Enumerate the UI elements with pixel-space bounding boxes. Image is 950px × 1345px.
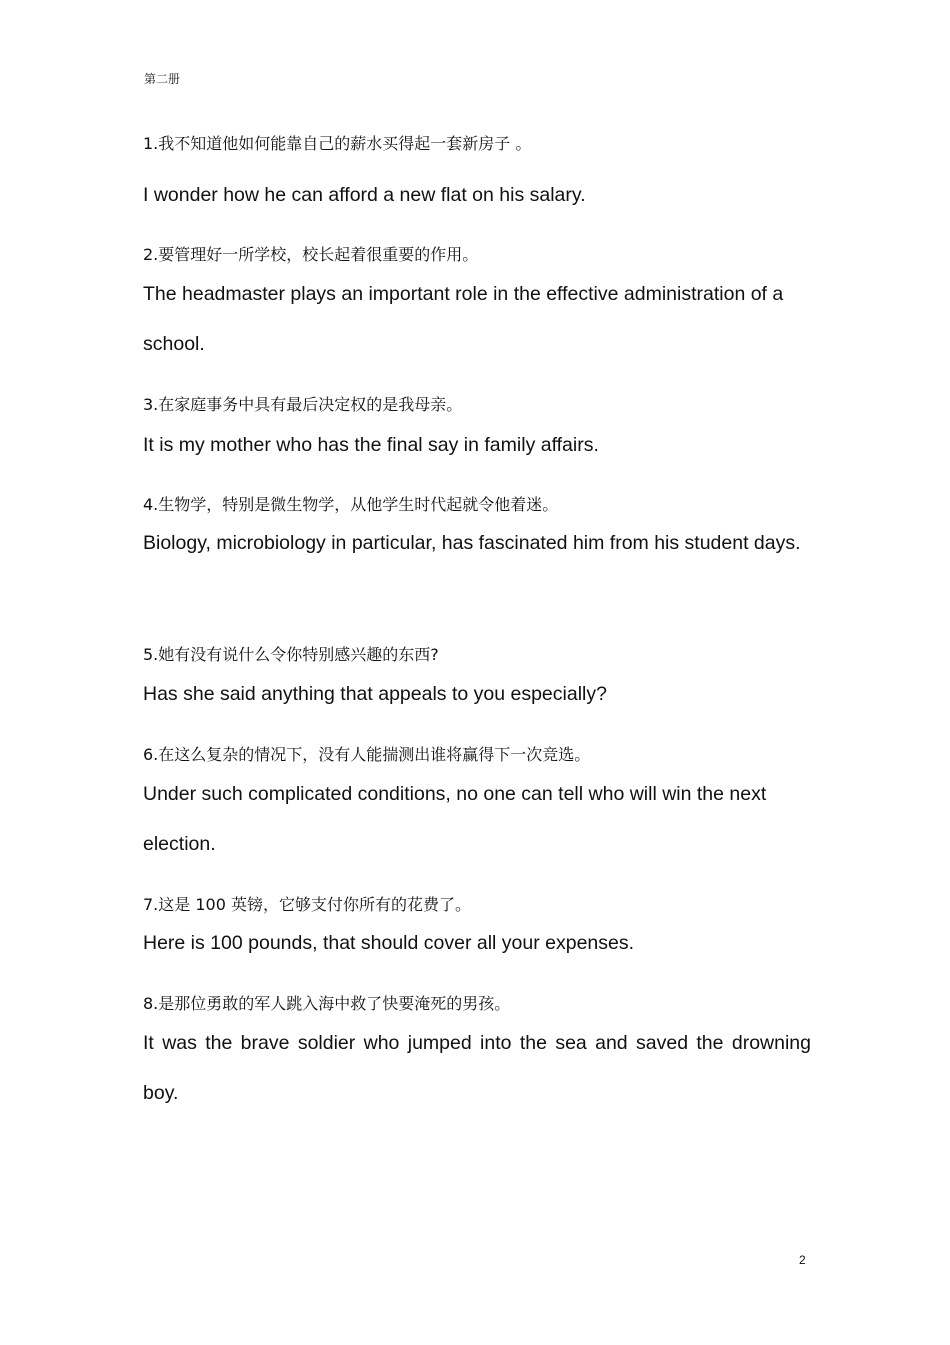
chinese-sentence-1: 1.我不知道他如何能靠自己的薪水买得起一套新房子 。 bbox=[143, 134, 532, 153]
book-volume-header: 第二册 bbox=[144, 72, 181, 86]
english-translation-3: It is my mother who has the final say in family affairs. bbox=[143, 434, 599, 456]
english-translation-7: Here is 100 pounds, that should cover all your expenses. bbox=[143, 932, 635, 954]
english-translation-1: I wonder how he can afford a new flat on his salary. bbox=[143, 184, 586, 206]
english-translation-8: It was the brave soldier who jumped into the sea and saved the drowning boy. bbox=[143, 1032, 811, 1104]
chinese-sentence-4: 4.生物学，特别是微生物学，从他学生时代起就令他着迷。 bbox=[143, 495, 559, 514]
english-translation-2: The headmaster plays an important role in the effective administration of a school. bbox=[143, 283, 784, 355]
page-number: 2 bbox=[799, 1253, 806, 1267]
chinese-sentence-2: 2.要管理好一所学校，校长起着很重要的作用。 bbox=[143, 245, 479, 264]
chinese-sentence-6: 6.在这么复杂的情况下，没有人能揣测出谁将赢得下一次竞选。 bbox=[143, 745, 591, 764]
english-translation-4: Biology, microbiology in particular, has fascinated him from his student days. bbox=[143, 532, 801, 554]
english-translation-5: Has she said anything that appeals to you especially? bbox=[143, 683, 607, 705]
chinese-sentence-3: 3.在家庭事务中具有最后决定权的是我母亲。 bbox=[143, 395, 463, 414]
chinese-sentence-5: 5.她有没有说什么令你特别感兴趣的东西? bbox=[143, 645, 439, 664]
chinese-sentence-8: 8.是那位勇敢的军人跳入海中救了快要淹死的男孩。 bbox=[143, 994, 511, 1013]
chinese-sentence-7: 7.这是 100 英镑，它够支付你所有的花费了。 bbox=[143, 895, 471, 914]
english-translation-6: Under such complicated conditions, no one can tell who will win the next election. bbox=[143, 783, 767, 855]
